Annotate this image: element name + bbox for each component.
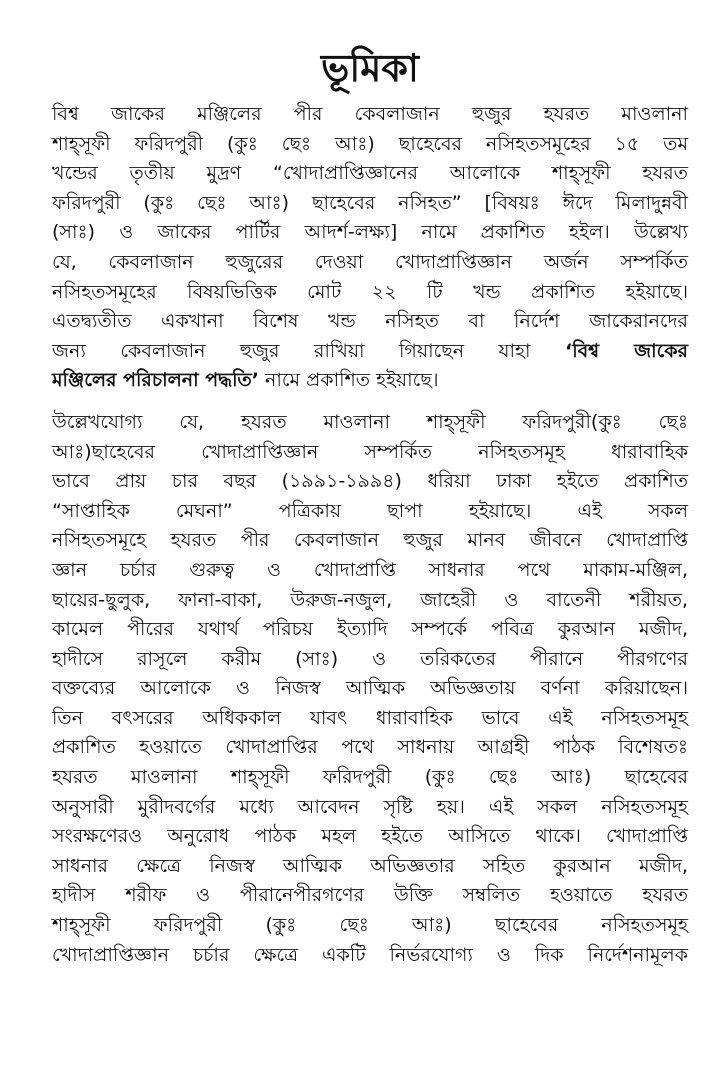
text-line: ফরিদপুরী (কুঃ ছেঃ আঃ) ছাহেবের নসিহত” [বিষয়ঃ ঈদে মিলাদুন্নবী [52, 191, 688, 214]
text-line: যে, কেবলাজান হুজুরের দেওয়া খোদাপ্রাপ্তিজ্ঞান অর্জন সম্পর্কিত [52, 250, 688, 273]
text-line: (সাঃ) ও জাকের পার্টির আদর্শ-লক্ষ্য] নামে প্রকাশিত হইল। উল্লেখ্য [52, 221, 688, 244]
text-line: সংরক্ষণেরও অনুরোধ পাঠক মহল হইতে আসিতে থাকে। খোদাপ্রাপ্তি [52, 825, 688, 848]
text-line: খন্ডের তৃতীয় মুদ্রণ “খোদাপ্রাপ্তিজ্ঞানের আলোকে শাহ্‌সূফী হযরত [52, 162, 688, 185]
page [52, 42, 688, 970]
text-segment: জন্য কেবলাজান হুজুর রাখিয়া গিয়াছেন যাহা [52, 339, 565, 362]
paragraph-body [52, 408, 688, 970]
text-line: কামেল পীরের যথার্থ পরিচয় ইত্যাদি সম্পর্কে পবিত্র কুরআন মজীদ, [52, 618, 688, 641]
text-line: ভাবে প্রায় চার বছর (১৯৯১-১৯৯৪) ধরিয়া ঢাকা হইতে প্রকাশিত [52, 470, 688, 493]
page-title: ভূমিকা [321, 46, 419, 90]
text-line: আঃ)ছাহেবের খোদাপ্রাপ্তিজ্ঞান সম্পর্কিত নসিহতসমূহ ধারাবাহিক [52, 440, 688, 463]
bold-book-title: ‘বিশ্ব জাকের [564, 339, 688, 362]
text-line: শাহ্‌সূফী ফরিদপুরী (কুঃ ছেঃ আঃ) ছাহেবের নসিহতসমূহের ১৫ তম [52, 132, 688, 155]
paragraph-gap [52, 396, 688, 408]
text-line: ছায়ের-ছুলুক, ফানা-বাকা, উরুজ-নজুল, জাহেরী ও বাতেনী শরীয়ত, [52, 588, 688, 611]
text-line: শাহ্‌সূফী ফরিদপুরী (কুঃ ছেঃ আঃ) ছাহেবের নসিহতসমূহ [52, 914, 688, 937]
text-line: হাদীস শরীফ ও পীরানেপীরগণের উক্তি সম্বলিত হওয়াতে হযরত [52, 884, 688, 907]
text-line [52, 337, 688, 367]
paragraph-intro [52, 100, 688, 396]
text-line: উল্লেখযোগ্য যে, হযরত মাওলানা শাহ্‌সূফী ফরিদপুরী(কুঃ ছেঃ [52, 410, 688, 433]
text-line: “সাপ্তাহিক মেঘনা” পত্রিকায় ছাপা হইয়াছে। এই সকল [52, 499, 688, 522]
text-line: নসিহতসমূহের বিষয়ভিত্তিক মোট ২২ টি খন্ড প্রকাশিত হইয়াছে। [52, 280, 688, 303]
text-line: তিন বৎসরের অধিককাল যাবৎ ধারাবাহিক ভাবে এই নসিহতসমূহ [52, 706, 688, 729]
text-line: খোদাপ্রাপ্তিজ্ঞান চর্চার ক্ষেত্রে একটি নির্ভরযোগ্য ও দিক নির্দেশনামূলক [52, 943, 688, 966]
bold-book-title: মঞ্জিলের পরিচালনা পদ্ধতি’ [52, 369, 259, 392]
text-segment: নামে প্রকাশিত হইয়াছে। [259, 369, 439, 392]
text-line: এতদ্ব্যতীত একখানা বিশেষ খন্ড নসিহত বা নির্দেশ জাকেরানদের [52, 310, 688, 333]
text-line: হযরত মাওলানা শাহ্‌সূফী ফরিদপুরী (কুঃ ছেঃ আঃ) ছাহেবের [52, 766, 688, 789]
text-line: সাধনার ক্ষেত্রে নিজস্ব আত্মিক অভিজ্ঞতার সহিত কুরআন মজীদ, [52, 854, 688, 877]
text-line: বিশ্ব জাকের মঞ্জিলের পীর কেবলাজান হুজুর হযরত মাওলানা [52, 103, 688, 125]
text-line: প্রকাশিত হওয়াতে খোদাপ্রাপ্তির পথে সাধনায় আগ্রহী পাঠক বিশেষতঃ [52, 736, 688, 759]
text-line: অনুসারী মুরীদবর্গের মধ্যে আবেদন সৃষ্টি হয়। এই সকল নসিহতসমূহ [52, 795, 688, 818]
text-line: নসিহতসমূহে হযরত পীর কেবলাজান হুজুর মানব জীবনে খোদাপ্রাপ্তি [52, 529, 688, 552]
text-line [52, 366, 688, 396]
text-line: বক্তব্যের আলোকে ও নিজস্ব আত্মিক অভিজ্ঞতায় বর্ণনা করিয়াছেন। [52, 677, 688, 700]
text-line: জ্ঞান চর্চার গুরুত্ব ও খোদাপ্রাপ্তি সাধনার পথে মাকাম-মঞ্জিল, [52, 558, 688, 581]
text-line: হাদীসে রাসূলে করীম (সাঃ) ও তরিকতের পীরানে পীরগণের [52, 647, 688, 670]
